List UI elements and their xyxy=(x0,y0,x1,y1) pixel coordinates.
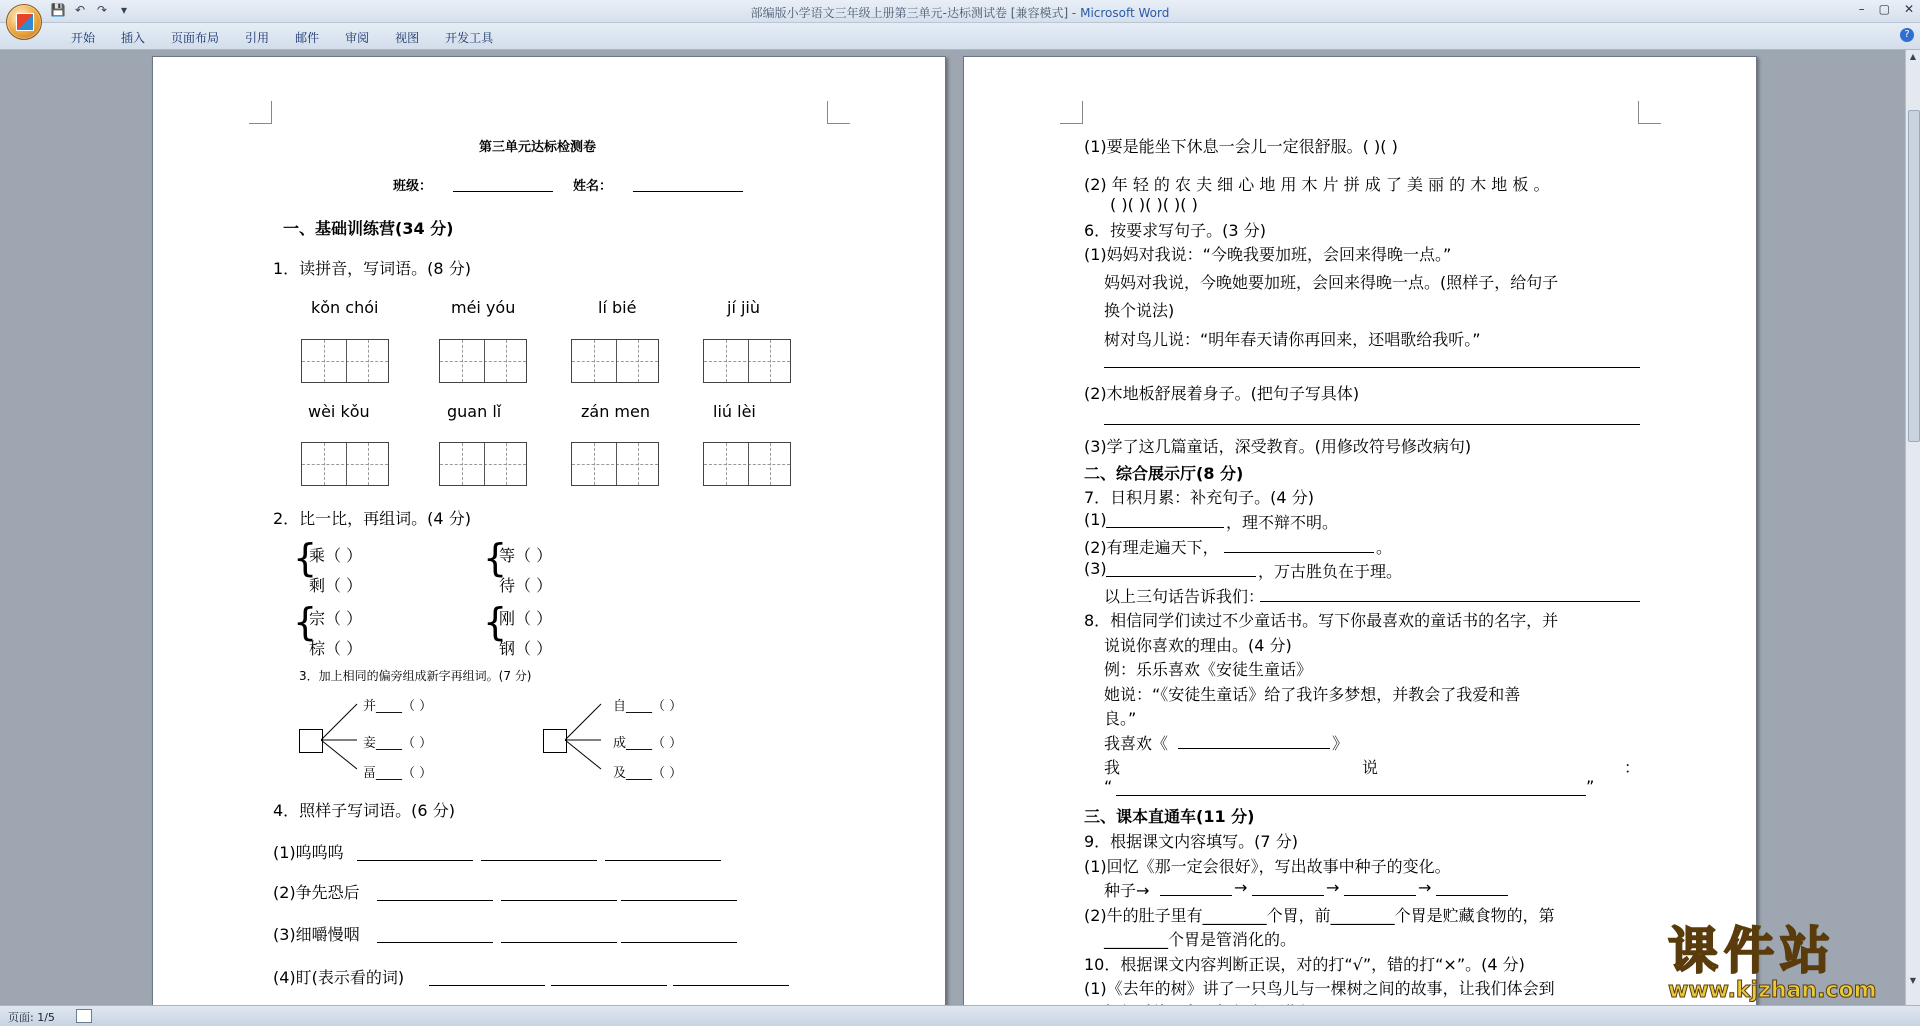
answer-blank[interactable] xyxy=(1104,424,1640,425)
office-logo-icon xyxy=(16,13,34,31)
answer-blank[interactable] xyxy=(1436,895,1508,896)
answer-blank[interactable] xyxy=(621,942,737,943)
text-line: 我 xyxy=(1104,758,1121,777)
document-page-2[interactable] xyxy=(963,56,1757,1018)
window-controls xyxy=(1859,2,1914,16)
scroll-down-icon[interactable]: ▼ xyxy=(1909,976,1917,985)
q4-item: (2)争先恐后 xyxy=(273,883,360,902)
scroll-up-icon[interactable]: ▲ xyxy=(1909,52,1917,61)
question-7: 7．日积月累：补充句子。(4 分) xyxy=(1084,488,1314,507)
compare-item: 等（ ） xyxy=(499,546,553,565)
name-blank[interactable] xyxy=(633,191,743,192)
text-line: ： xyxy=(1624,758,1641,777)
text-line: 我喜欢《 xyxy=(1104,734,1169,753)
compare-item: 钢（ ） xyxy=(499,639,553,658)
connector-lines xyxy=(565,693,605,773)
text-line: 。 xyxy=(1376,538,1393,557)
text-line: ，理不辩不明。 xyxy=(1226,513,1339,532)
text-line: ，万古胜负在于理。 xyxy=(1258,562,1403,581)
answer-blank[interactable] xyxy=(1344,895,1416,896)
class-label: 班级： xyxy=(393,179,433,194)
text-line: (1)《去年的树》讲了一只鸟儿与一棵树之间的故事，让我们体会到 xyxy=(1084,979,1555,998)
writing-grid[interactable] xyxy=(703,442,791,486)
writing-grid[interactable] xyxy=(571,442,659,486)
answer-blank[interactable] xyxy=(1104,367,1640,368)
pinyin-5: wèi kǒu xyxy=(308,402,370,421)
text-line: ________个胃是管消化的。 xyxy=(1104,930,1297,949)
brace: { xyxy=(293,536,318,580)
text-line: (1)妈妈对我说：“今晚我要加班，会回来得晚一点。” xyxy=(1084,245,1452,264)
q4-item: (1)呜呜呜 xyxy=(273,843,344,862)
crop-mark xyxy=(1060,101,1083,124)
answer-blank[interactable] xyxy=(1160,895,1232,896)
text-line: 说 xyxy=(1362,758,1379,777)
brace: { xyxy=(483,536,508,580)
logo-url: www.kjzhan.com xyxy=(1668,978,1877,1003)
compare-item: 乘（ ） xyxy=(309,546,363,565)
answer-blank[interactable] xyxy=(1106,576,1256,577)
answer-blank[interactable] xyxy=(1106,527,1224,528)
connector-lines xyxy=(321,693,361,773)
text-line: 换个说法) xyxy=(1104,301,1175,320)
writing-grid[interactable] xyxy=(703,339,791,383)
question-6: 6．按要求写句子。(3 分) xyxy=(1084,221,1266,240)
text-line: 种子→ xyxy=(1104,881,1150,900)
text-line: 树对鸟儿说：“明年春天请你再回来，还唱歌给我听。” xyxy=(1104,330,1481,349)
question-8: 8．相信同学们读过不少童话书。写下你最喜欢的童话书的名字，并 xyxy=(1084,611,1559,630)
question-9: 9．根据课文内容填写。(7 分) xyxy=(1084,832,1298,851)
text-line: (2)牛的肚子里有________个胃，前________个胃是贮藏食物的，第 xyxy=(1084,906,1555,925)
radical-item: 畐____（ ） xyxy=(363,766,433,781)
text-line: (1)要是能坐下休息一会儿一定很舒服。( )( ) xyxy=(1084,137,1398,156)
tab-view[interactable]: 视图 xyxy=(395,31,420,45)
compare-item: 刚（ ） xyxy=(499,609,553,628)
window-title: 部编版小学语文三年级上册第三单元-达标测试卷 [兼容模式] - Microsoft Word xyxy=(750,6,1170,20)
answer-blank[interactable] xyxy=(673,985,789,986)
text-line: (1) xyxy=(1084,510,1107,529)
writing-grid[interactable] xyxy=(301,339,389,383)
text-line: 例：乐乐喜欢《安徒生童话》 xyxy=(1104,660,1313,679)
site-logo xyxy=(1668,922,1877,1003)
crop-mark xyxy=(1638,101,1661,124)
answer-blank[interactable] xyxy=(429,985,545,986)
tab-references[interactable]: 引用 xyxy=(245,31,270,45)
pinyin-8: liú lèi xyxy=(713,402,756,421)
scroll-thumb[interactable] xyxy=(1908,110,1920,442)
question-1: 1．读拼音，写词语。(8 分) xyxy=(273,259,471,278)
help-icon[interactable]: ? xyxy=(1900,28,1914,42)
answer-blank[interactable] xyxy=(377,942,493,943)
section-1-heading: 一、基础训练营(34 分) xyxy=(283,219,454,238)
text-line: (2) 年 轻 的 农 夫 细 心 地 用 木 片 拼 成 了 美 丽 的 木 地 板 。 xyxy=(1084,175,1550,194)
logo-text: 课件站 xyxy=(1668,922,1836,980)
question-10: 10．根据课文内容判断正误，对的打“√”，错的打“×”。(4 分) xyxy=(1084,955,1525,974)
text-line: ” xyxy=(1586,777,1595,796)
text-line: (2)有理走遍天下， xyxy=(1084,538,1219,557)
office-button[interactable] xyxy=(6,4,42,40)
writing-grid[interactable] xyxy=(301,442,389,486)
crop-mark xyxy=(249,101,272,124)
question-3: 3．加上相同的偏旁组成新字再组词。(7 分) xyxy=(299,669,532,683)
pinyin-7: zán men xyxy=(581,402,650,421)
answer-blank[interactable] xyxy=(1224,552,1374,553)
answer-blank[interactable] xyxy=(501,942,617,943)
tab-home[interactable]: 开始 xyxy=(71,31,96,45)
text-line: 良。” xyxy=(1104,709,1137,728)
answer-box[interactable] xyxy=(299,729,323,753)
answer-blank[interactable] xyxy=(1260,601,1640,602)
q4-item: (3)细嚼慢咽 xyxy=(273,925,360,944)
question-2: 2．比一比，再组词。(4 分) xyxy=(273,509,471,528)
text-line: 妈妈对我说，今晚她要加班，会回来得晚一点。(照样子，给句子 xyxy=(1104,273,1559,292)
undo-icon[interactable]: ↶ xyxy=(74,3,86,17)
writing-grid[interactable] xyxy=(439,339,527,383)
answer-blank[interactable] xyxy=(605,860,721,861)
text-line: 她说：“《安徒生童话》给了我许多梦想，并教会了我爱和善 xyxy=(1104,685,1521,704)
title-bar xyxy=(0,0,1920,23)
vertical-scrollbar[interactable] xyxy=(1905,50,1920,1005)
ribbon-tabs xyxy=(58,29,506,46)
answer-blank[interactable] xyxy=(551,985,667,986)
answer-blank[interactable] xyxy=(481,860,597,861)
text-line: (3)学了这几篇童话，深受教育。(用修改符号修改病句) xyxy=(1084,437,1472,456)
text-line: “ xyxy=(1104,777,1113,796)
ribbon xyxy=(0,23,1920,50)
answer-blank[interactable] xyxy=(1116,795,1586,796)
crop-mark xyxy=(827,101,850,124)
tab-mailings[interactable]: 邮件 xyxy=(295,31,320,45)
answer-blank[interactable] xyxy=(377,900,493,901)
minimize-button[interactable]: – xyxy=(1858,2,1865,16)
question-4: 4．照样子写词语。(6 分) xyxy=(273,801,455,820)
section-3-heading: 三、课本直通车(11 分) xyxy=(1084,807,1255,826)
tab-page-layout[interactable]: 页面布局 xyxy=(171,31,220,45)
writing-grid[interactable] xyxy=(439,442,527,486)
text-line: (1)回忆《那一定会很好》，写出故事中种子的变化。 xyxy=(1084,857,1451,876)
tab-developer[interactable]: 开发工具 xyxy=(445,31,494,45)
pinyin-1: kǒn chói xyxy=(311,298,379,317)
compare-item: 棕（ ） xyxy=(309,639,363,658)
redo-icon[interactable]: ↷ xyxy=(96,3,108,17)
text-line: 以上三句话告诉我们： xyxy=(1104,587,1265,606)
radical-item: 成____（ ） xyxy=(613,736,683,751)
text-line: (2)木地板舒展着身子。(把句子写具体) xyxy=(1084,384,1360,403)
text-line: ( )( )( )( )( ) xyxy=(1110,195,1198,214)
page-indicator[interactable]: 页面: 1/5 xyxy=(8,1011,55,1024)
section-2-heading: 二、综合展示厅(8 分) xyxy=(1084,464,1244,483)
text-line: → xyxy=(1234,878,1248,897)
name-label: 姓名： xyxy=(573,179,613,194)
radical-item: 自____（ ） xyxy=(613,699,683,714)
text-line: → xyxy=(1326,878,1340,897)
maximize-button[interactable]: ▢ xyxy=(1878,2,1890,16)
compare-item: 剩（ ） xyxy=(309,576,363,595)
proofing-icon[interactable] xyxy=(76,1009,92,1023)
tab-insert[interactable]: 插入 xyxy=(121,31,146,45)
pinyin-3: lí bié xyxy=(598,298,637,317)
brace: { xyxy=(293,600,318,644)
text-line: 说说你喜欢的理由。(4 分) xyxy=(1104,636,1292,655)
exam-title: 第三单元达标检测卷 xyxy=(479,140,597,155)
answer-box[interactable] xyxy=(543,729,567,753)
save-icon[interactable]: 💾 xyxy=(50,3,66,17)
compare-item: 宗（ ） xyxy=(309,609,363,628)
tab-review[interactable]: 审阅 xyxy=(345,31,370,45)
text-line: (3) xyxy=(1084,559,1107,578)
close-button[interactable]: ✕ xyxy=(1903,2,1914,16)
compare-item: 待（ ） xyxy=(499,576,553,595)
document-page-1[interactable] xyxy=(152,56,946,1018)
radical-item: 并____（ ） xyxy=(363,699,433,714)
q4-item: (4)盯(表示看的词) xyxy=(273,968,405,987)
pinyin-6: guan lǐ xyxy=(447,402,502,421)
text-line: 》 xyxy=(1332,734,1349,753)
status-bar xyxy=(0,1005,1920,1026)
text-line: → xyxy=(1418,878,1432,897)
class-blank[interactable] xyxy=(453,191,553,192)
radical-item: 妾____（ ） xyxy=(363,736,433,751)
brace: { xyxy=(483,600,508,644)
customize-qat-icon[interactable]: ▾ xyxy=(120,3,128,17)
pinyin-2: méi yóu xyxy=(451,298,516,317)
answer-blank[interactable] xyxy=(1178,748,1330,749)
radical-item: 及____（ ） xyxy=(613,766,683,781)
answer-blank[interactable] xyxy=(357,860,473,861)
writing-grid[interactable] xyxy=(571,339,659,383)
answer-blank[interactable] xyxy=(621,900,737,901)
answer-blank[interactable] xyxy=(501,900,617,901)
answer-blank[interactable] xyxy=(1252,895,1324,896)
pinyin-4: jí jiù xyxy=(727,298,761,317)
